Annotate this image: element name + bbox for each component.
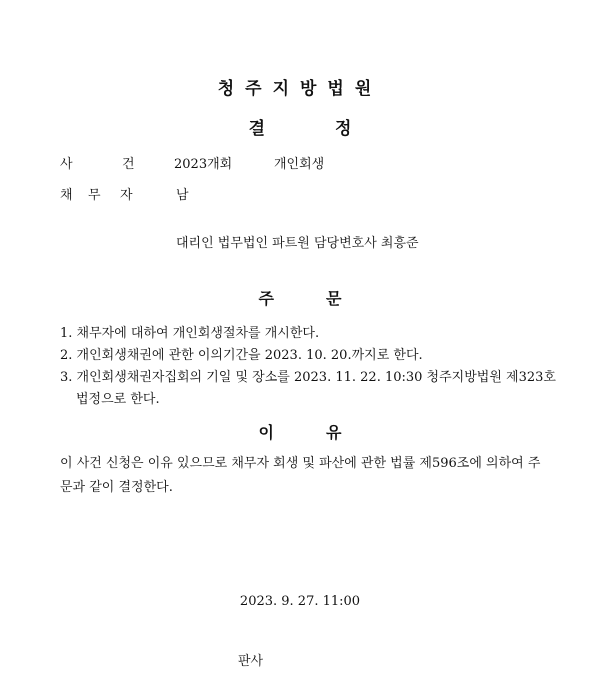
order-title-left: 주 [258, 289, 274, 308]
judge-label: 판사 [238, 654, 264, 669]
case-label-char-2: 건 [122, 157, 135, 172]
debtor-name: 남 [176, 188, 189, 203]
document-type-left: 결 [248, 119, 265, 139]
case-row [60, 153, 360, 171]
reason-section-title [0, 420, 600, 443]
case-kind: 개인회생 [274, 157, 325, 172]
representative: 대리인 법무법인 파트원 담당변호사 최흥준 [176, 236, 419, 251]
order-title-right: 문 [326, 289, 342, 308]
court-name: 청주지방법원 [217, 79, 383, 99]
debtor-label-char-1: 채 [60, 188, 73, 203]
case-label-char-1: 사 [60, 157, 73, 172]
order-item-1: 1. 채무자에 대하여 개인회생절차를 개시한다. [60, 326, 320, 341]
document-type-right: 정 [335, 119, 352, 139]
debtor-row [60, 184, 360, 202]
debtor-label-char-2: 무 [88, 188, 101, 203]
document-type-title [0, 114, 600, 139]
case-number: 2023개회 [174, 157, 233, 172]
order-item-3: 3. 개인회생채권자집회의 기일 및 장소를 2023. 11. 22. 10:30 청주지방법원 제323호 [60, 370, 556, 385]
decision-date: 2023. 9. 27. 11:00 [239, 594, 361, 609]
reason-text: 이 사건 신청은 이유 있으므로 채무자 회생 및 파산에 관한 법률 제596조에 의하여 주문과 같이 결정한다. [60, 456, 541, 495]
debtor-label-char-3: 자 [120, 188, 133, 203]
reason-title-right: 유 [326, 423, 342, 442]
reason-title-left: 이 [258, 423, 274, 442]
order-item-2: 2. 개인회생채권에 관한 이의기간을 2023. 10. 20.까지로 한다. [60, 348, 423, 363]
order-item-3-continued: 법정으로 한다. [76, 392, 160, 407]
order-section-title [0, 286, 600, 309]
